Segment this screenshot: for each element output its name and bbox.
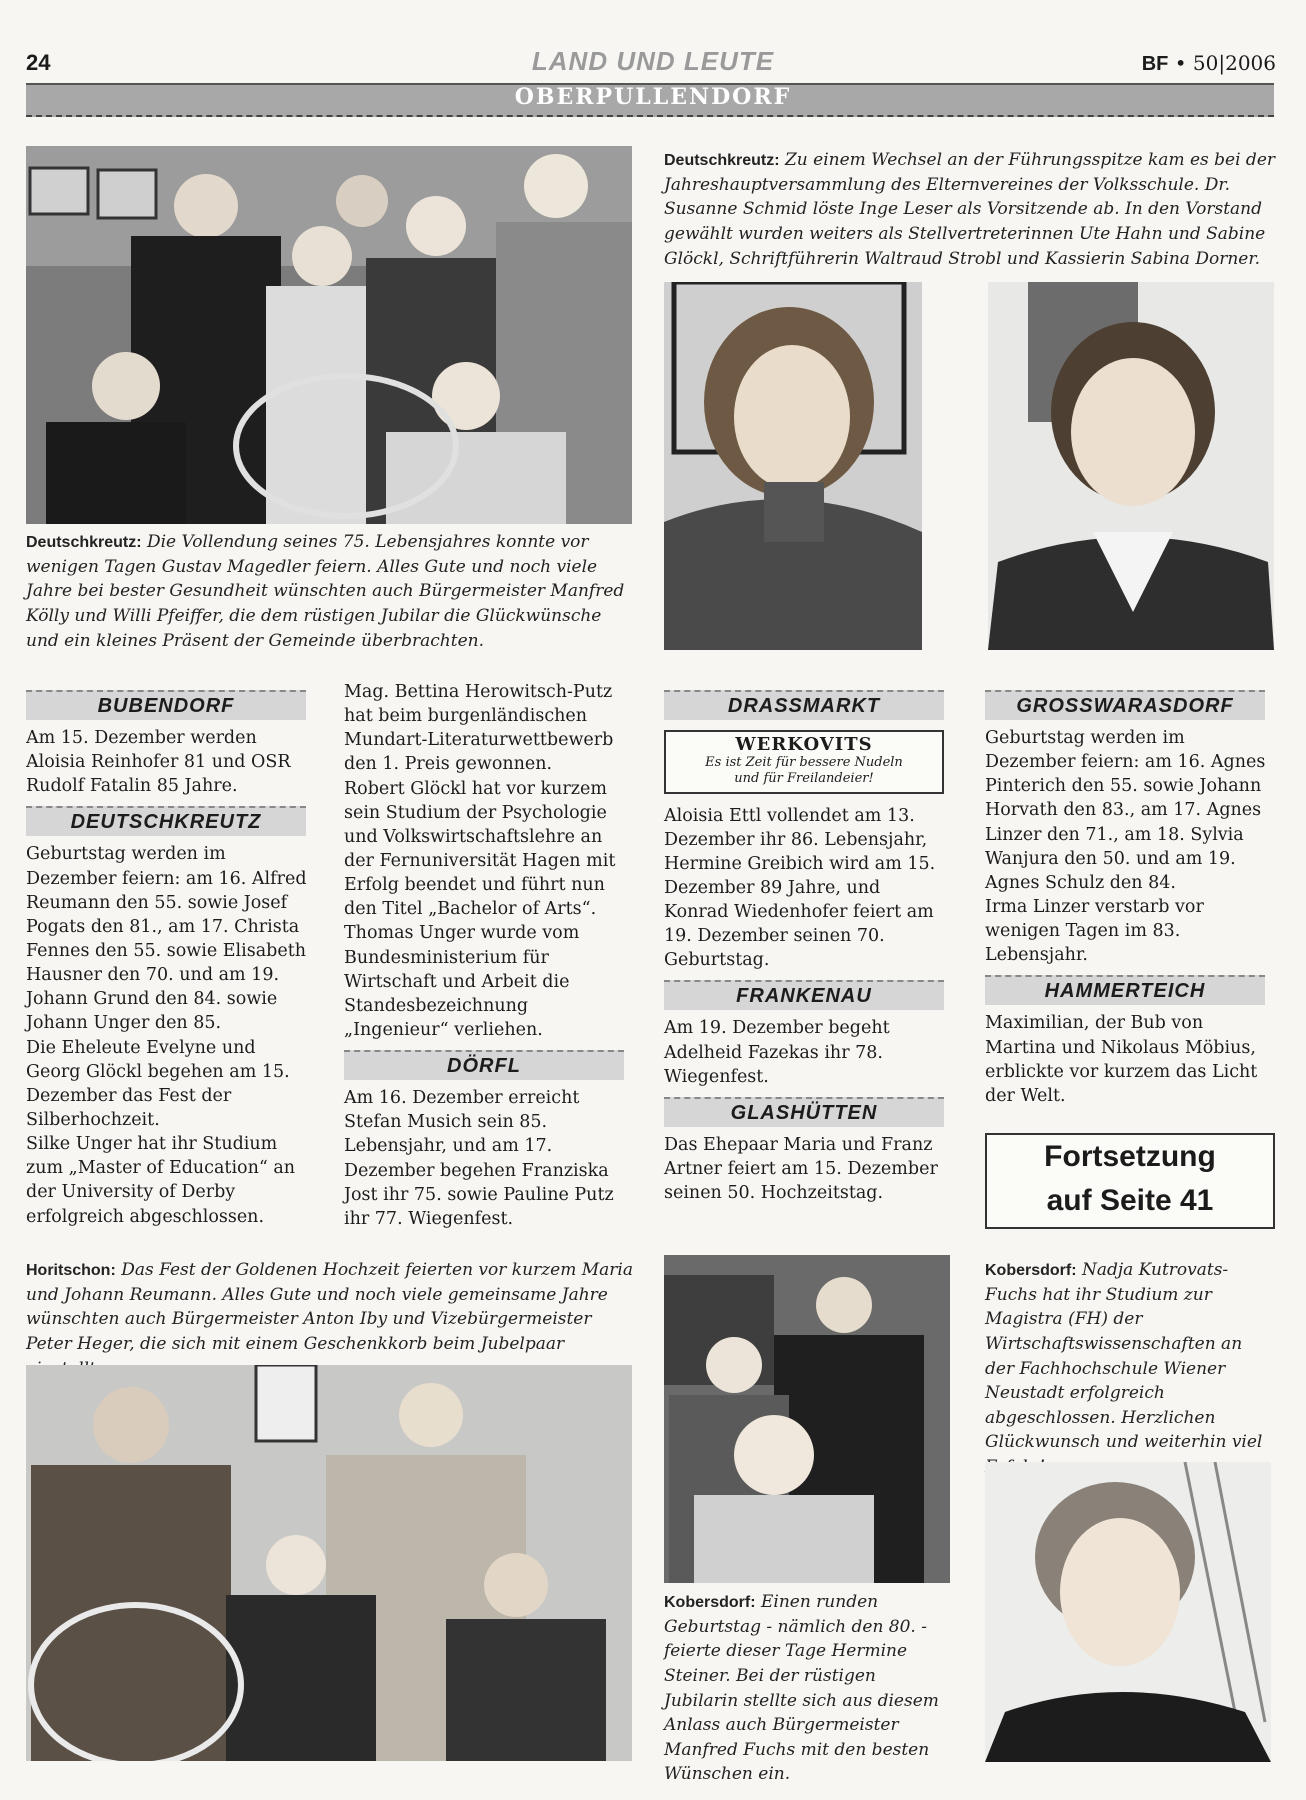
ad-slogan-line1: Es ist Zeit für bessere Nudeln (705, 755, 903, 770)
column-4 (985, 682, 1267, 1108)
text-doerfl: Am 16. Dezember erreicht Stefan Musich sein 85. Lebensjahr, und am 17. Dezember begehen Franziska Jost ihr 75. sowie Pauline Putz ihr 77. Wiegenfest. (344, 1088, 614, 1229)
text-deutschkreutz-2: Die Eheleute Evelyne und Georg Glöckl begehen am 15. Dezember das Fest der Silberhochzeit. (26, 1037, 290, 1130)
rubric-drassmarkt: DRASSMARKT (664, 690, 944, 720)
photo-golden-wedding (26, 1365, 632, 1761)
text-col2-1: Mag. Bettina Herowitsch-Putz hat beim burgenländischen Mundart-Literaturwettbewerb den 1. Preis gewonnen. (344, 682, 614, 775)
caption-place: Kobersdorf: (985, 1262, 1077, 1279)
column-2 (344, 680, 626, 1231)
rubric-deutschkreutz: DEUTSCHKREUTZ (26, 806, 306, 836)
rubric-glashuetten: GLASHÜTTEN (664, 1097, 944, 1127)
continuation-line2: auf Seite 41 (1046, 1184, 1214, 1217)
caption-text: Einen runden Geburtstag - nämlich den 80. - feierte dieser Tage Hermine Steiner. Bei der rüstigen Jubilarin stellte sich aus diesem Anlass auch Bürgermeister Manfred Fuchs mit den besten Wünschen ein. (664, 1592, 939, 1785)
page-number: 24 (26, 50, 51, 75)
text-grosswarasdorf-2: Irma Linzer verstarb vor wenigen Tagen im 83. Lebensjahr. (985, 896, 1204, 966)
section-title: LAND UND LEUTE (531, 46, 775, 76)
photo-birthday-group (26, 146, 632, 524)
column-3 (664, 682, 946, 1205)
text-glashuetten: Das Ehepaar Maria und Franz Artner feiert am 15. Dezember seinen 50. Hochzeitstag. (664, 1134, 938, 1204)
caption-place: Kobersdorf: (664, 1594, 756, 1611)
caption-story2 (664, 148, 1276, 271)
publication-abbrev: BF (1141, 53, 1169, 75)
text-frankenau: Am 19. Dezember begeht Adelheid Fazekas ihr 78. Wiegenfest. (664, 1018, 890, 1087)
caption-text: Die Vollendung seines 75. Lebensjahres konnte vor wenigen Tagen Gustav Magedler feiern. Alles Gute und noch viele Jahre bei bester Gesundheit wünschten auch Bürgermeister Manfred Kölly und Willi Pfeiffer, die dem rüstigen Jubilar die Glückwünsche und ein kleines Präsent der Gemeinde überbrachten. (26, 532, 625, 651)
rubric-hammerteich: HAMMERTEICH (985, 975, 1265, 1005)
photo-80th-birthday (664, 1255, 950, 1583)
region-title: OBERPULLENDORF (514, 84, 792, 110)
caption-text: Das Fest der Goldenen Hochzeit feierten vor kurzem Maria und Johann Reumann. Alles Gute und noch viele gemeinsame Jahre wünschten auch Bürgermeister Anton Iby und Vizebürgermeister Peter Heger, die sich mit einem Geschenkkorb beim Jubelpaar (26, 1260, 633, 1354)
rubric-bubendorf: BUBENDORF (26, 690, 306, 720)
ad-slogan-line2: und für Freilandeier! (734, 771, 874, 787)
caption-text: Zu einem Wechsel an der Führungsspitze kam es bei der Jahreshauptversammlung des Elternvereines der Volksschule. Dr. Susanne Schmid löste Inge Leser als Vorsitzende ab. In den Vorstand gewählt wurden weiters als Stellvertreterinnen Ute Hahn und Sabine Glöckl, Schriftführerin Waltraud Strobl und Kassierin Sabina Dorner. (664, 150, 1276, 269)
advertisement-werkovits (664, 730, 944, 794)
text-col2-3: Thomas Unger wurde vom Bundesministerium für Wirtschaft und Arbeit die Standesbezeichnung „Ingenieur“ verliehen. (344, 923, 580, 1040)
continuation-box (985, 1133, 1275, 1229)
text-deutschkreutz-1: Geburtstag werden im Dezember feiern: am 16. Alfred Reumann den 55. sowie Josef Pogats den 81., am 17. Christa Fennes den 55. sowie Elisabeth Hausner den 70. und am 19. Johann Grund den 84. sowie Johann Unger den 85. (26, 844, 307, 1034)
rubric-doerfl: DÖRFL (344, 1050, 624, 1080)
text-deutschkreutz-3: Silke Unger hat ihr Studium zum „Master of Education“ an der University of Derby erfolgreich abgeschlossen. (26, 1134, 296, 1227)
caption-place: Deutschkreutz: (664, 152, 780, 169)
text-grosswarasdorf-1: Geburtstag werden im Dezember feiern: am 16. Agnes Pinterich den 55. sowie Johann Horvath den 83., am 17. Agnes Linzer den 71., am 18. Sylvia Wanjura den 50. und am 19. Agnes Schulz den 84. (985, 728, 1266, 893)
photo-graduate-portrait (985, 1462, 1271, 1762)
text-col2-2: Robert Glöckl hat vor kurzem sein Studium der Psychologie und Volkswirtschaftslehre an der Fernuniversität Hagen mit Erfolg beendet und führt nun den Titel „Bachelor of Arts“. (344, 778, 616, 920)
text-drassmarkt: Aloisia Ettl vollendet am 13. Dezember ihr 86. Lebensjahr, Hermine Greibich wird am 15. Dezember 89 Jahre, und Konrad Wiedenhofer feiert am 19. Dezember seinen 70. Geburtstag. (664, 805, 936, 971)
issue-separator: • (1174, 51, 1187, 75)
issue-number: 50|2006 (1192, 51, 1276, 75)
caption-text: Nadja Kutrovats-Fuchs hat ihr Studium zur Magistra (FH) der Wirtschaftswissenschaften an der Fachhochschule Wiener Neustadt erfolgreich abgeschlossen. Herzlichen Glückwunsch und weiterhin viel (985, 1260, 1263, 1453)
column-1 (26, 682, 308, 1229)
caption-story1 (26, 530, 636, 653)
caption-place: Horitschon: (26, 1262, 116, 1279)
photo-portrait-woman-right (988, 282, 1274, 650)
rubric-grosswarasdorf: GROSSWARASDORF (985, 690, 1265, 720)
text-bubendorf: Am 15. Dezember werden Aloisia Reinhofer 81 und OSR Rudolf Fatalin 85 Jahre. (26, 728, 291, 797)
caption-story4 (664, 1590, 954, 1787)
text-hammerteich: Maximilian, der Bub von Martina und Nikolaus Möbius, erblickte vor kurzem das Licht der Welt. (985, 1013, 1258, 1106)
caption-story5 (985, 1258, 1275, 1480)
caption-place: Deutschkreutz: (26, 534, 142, 551)
photo-portrait-woman-left (664, 282, 922, 650)
continuation-line1: Fortsetzung (1044, 1140, 1216, 1173)
issue-info (1142, 51, 1276, 76)
rubric-frankenau: FRANKENAU (664, 980, 944, 1010)
caption-story3 (26, 1258, 636, 1381)
ad-brand: WERKOVITS (735, 734, 873, 755)
